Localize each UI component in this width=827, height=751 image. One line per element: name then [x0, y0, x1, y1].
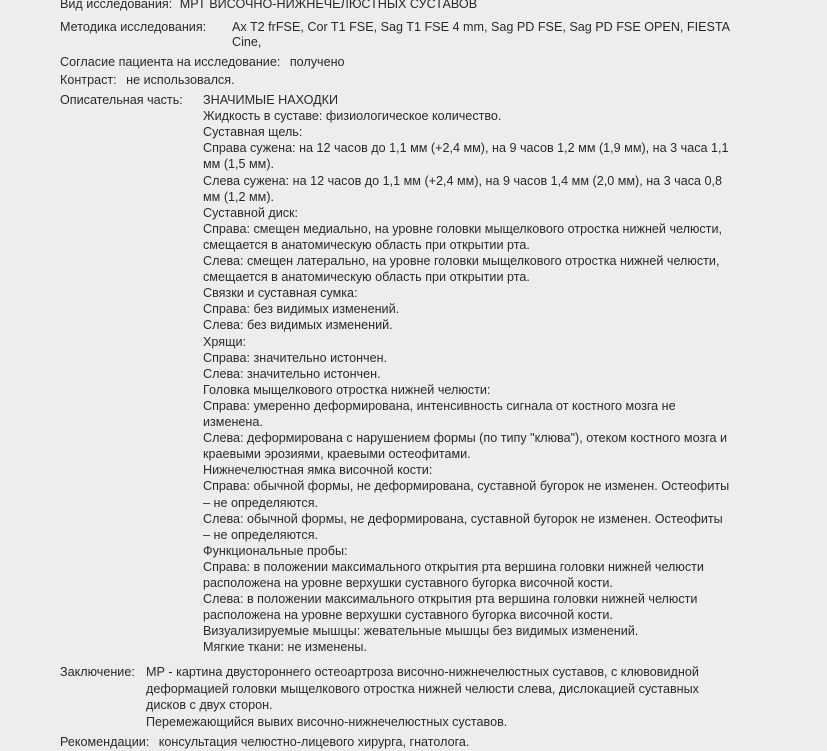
description-line: Справа: обычной формы, не деформирована, суставной бугорок не изменен. Остеофиты [203, 479, 730, 494]
description-line: мм (1,2 мм). [203, 189, 275, 204]
recommendations-field [60, 734, 469, 751]
conclusion-line: деформацией головки мыщелкового отростка нижней челюсти слева, дислокацией суставных [146, 681, 699, 696]
description-line: Хрящи: [203, 334, 246, 349]
description-line: Визуализируемые мышцы: жевательные мышцы без видимых изменений. [203, 624, 639, 639]
description-line: Справа сужена: на 12 часов до 1,1 мм (+2,4 мм), на 9 часов 1,2 мм (1,9 мм), на 3 часа 1,1 [203, 141, 729, 156]
study-type-field [60, 0, 477, 13]
description-line: Слева: в положении максимального открытия рта вершина головки нижней челюсти [203, 592, 698, 607]
consent-label: Согласие пациента на исследование: [60, 55, 281, 69]
description-line: краевыми эрозиями, краевыми остеофитами. [203, 447, 471, 462]
conclusion-line: дисков с двух сторон. [146, 698, 273, 712]
description-line: Слева сужена: на 12 часов до 1,1 мм (+2,4 мм), на 9 часов 1,4 мм (2,0 мм), на 3 часа 0,8 [203, 173, 723, 188]
description-line: Справа: значительно истончен. [203, 350, 388, 365]
description-line: Мягкие ткани: не изменены. [203, 640, 367, 655]
description-label: Описательная часть: [60, 93, 183, 107]
description-line: Суставная щель: [203, 125, 303, 140]
recommendations-value: консультация челюстно-лицевого хирурга, гнатолога. [158, 735, 470, 749]
description-line: мм (1,5 мм). [203, 157, 275, 172]
method-label: Методика исследования: [60, 20, 207, 34]
study-type-label: Вид исследования: [60, 0, 173, 11]
method-value-line-2: Cine, [232, 35, 262, 49]
contrast-field [60, 72, 235, 89]
description-line: Справа: умеренно деформирована, интенсивность сигнала от костного мозга не [203, 398, 676, 413]
description-line: изменена. [203, 415, 263, 429]
method-value-line-1: Ax T2 frFSE, Cor T1 FSE, Sag T1 FSE 4 mm, Sag PD FSE, Sag PD FSE OPEN, FIESTA [232, 20, 731, 34]
description-line: смещается в анатомическую область при открытии рта. [203, 237, 530, 252]
conclusion-label: Заключение: [60, 665, 135, 679]
description-line: смещается в анатомическую область при открытии рта. [203, 270, 530, 285]
description-line: Нижнечелюстная ямка височной кости: [203, 463, 433, 478]
description-line: Справа: в положении максимального открытия рта вершина головки нижней челюсти [203, 559, 704, 574]
description-line: Слева: значительно истончен. [203, 366, 381, 381]
description-line: Слева: смещен латерально, на уровне головки мыщелкового отростка нижней челюсти, [203, 254, 720, 268]
description-line: Слева: без видимых изменений. [203, 318, 393, 333]
description-line: Суставной диск: [203, 205, 299, 220]
description-line: Слева: обычной формы, не деформирована, суставной бугорок не изменен. Остеофиты [203, 511, 723, 526]
description-line: – не определяются. [203, 527, 319, 542]
conclusion-line: МР - картина двустороннего остеоартроза височно-нижнечелюстных суставов, с клювовидной [146, 665, 699, 679]
description-line: расположена на уровне верхушки суставного бугорка височной кости. [203, 608, 613, 623]
description-line: Слева: деформирована с нарушением формы (по типу "клюва"), отеком костного мозга и [203, 431, 728, 446]
description-line: Связки и суставная сумка: [203, 286, 358, 301]
conclusion-line: Перемежающийся вывих височно-нижнечелюстных суставов. [146, 714, 508, 729]
study-type-value: МРТ ВИСОЧНО-НИЖНЕЧЕЛЮСТНЫХ СУСТАВОВ [179, 0, 478, 11]
contrast-value: не использовался. [126, 73, 235, 87]
consent-value: получено [289, 55, 345, 69]
consent-field [60, 54, 345, 71]
description-line: Жидкость в суставе: физиологическое количество. [203, 109, 502, 124]
description-line: Головка мыщелкового отростка нижней челюсти: [203, 382, 491, 397]
description-line: расположена на уровне верхушки суставного бугорка височной кости. [203, 576, 613, 590]
description-line: ЗНАЧИМЫЕ НАХОДКИ [203, 93, 339, 107]
description-line: Функциональные пробы: [203, 543, 348, 558]
recommendations-label: Рекомендации: [60, 735, 150, 749]
description-line: Справа: смещен медиально, на уровне головки мыщелкового отростка нижней челюсти, [203, 221, 722, 236]
description-line: – не определяются. [203, 495, 319, 510]
description-line: Справа: без видимых изменений. [203, 302, 400, 317]
contrast-label: Контраст: [60, 73, 117, 87]
